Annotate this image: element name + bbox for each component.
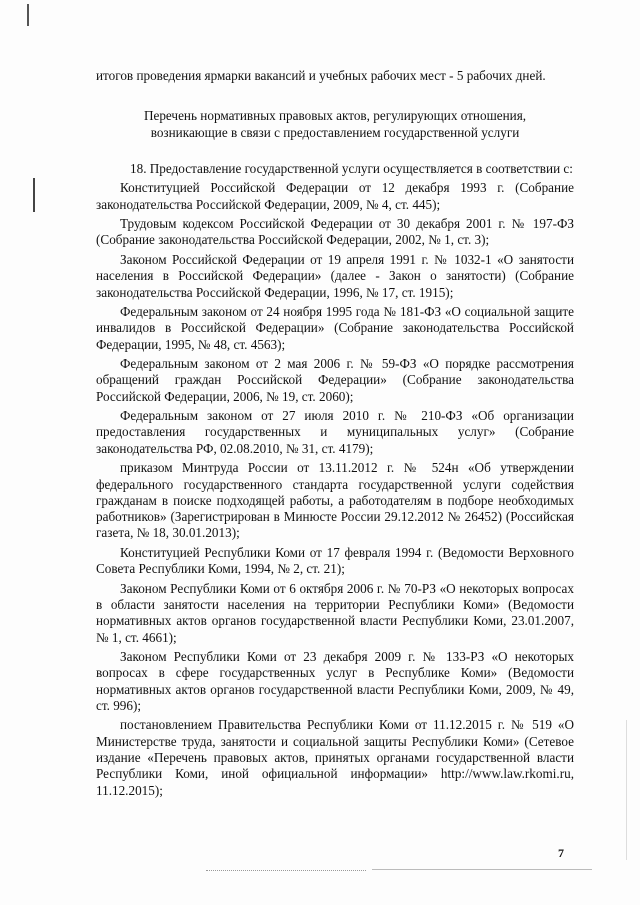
act-entry: Федеральным законом от 24 ноября 1995 года № 181-ФЗ «О социальной защите инвалидов в Российской Федерации» (Собрание законодательства Российской Федерации, 1995, № 48, ст. 4563); — [96, 304, 574, 352]
act-entry: Конституцией Республики Коми от 17 февраля 1994 г. (Ведомости Верховного Совета Республики Коми, 1994, № 2, ст. 21); — [96, 544, 574, 577]
footer-divider — [372, 869, 592, 870]
scan-artifact-mark — [27, 4, 29, 26]
act-entry: Конституцией Российской Федерации от 12 декабря 1993 г. (Собрание законодательства Российской Федерации, 2009, № 4, ст. 445); — [96, 180, 574, 212]
act-entry: Трудовым кодексом Российской Федерации от 30 декабря 2001 г. № 197-ФЗ (Собрание законодательства Российской Федерации, 2002, № 1, ст. 3); — [96, 216, 574, 248]
act-entry: Законом Республики Коми от 6 октября 2006 г. № 70-РЗ «О некоторых вопросах в области занятости населения на территории Республики Коми» (Ведомости нормативных актов органов государственной власти Республики Коми, 23.01.2007, № 1, ст. 4661); — [96, 580, 574, 645]
act-entry: постановлением Правительства Республики Коми от 11.12.2015 г. № 519 «О Министерстве труда, занятости и социальной защиты Республики Коми» (Сетевое издание «Перечень правовых актов, принятых органами государственной власти Республики Коми, иной официальной информации» http://www.law.rkomi.ru, 11.12.2015); — [96, 717, 574, 798]
footer-divider — [206, 870, 366, 873]
item-18-paragraph: 18. Предоставление государственной услуги осуществляется в соответствии с: — [130, 160, 573, 176]
section-heading — [96, 108, 574, 141]
scan-edge-line — [626, 720, 627, 860]
continuation-paragraph: итогов проведения ярмарки вакансий и учебных рабочих мест - 5 рабочих дней. — [96, 68, 546, 83]
page-number: 7 — [558, 846, 564, 860]
act-entry: Законом Российской Федерации от 19 апреля 1991 г. № 1032-1 «О занятости населения в Российской Федерации» (далее - Закон о занятости) (Собрание законодательства Российской Федерации, 1996, № 17, ст. 1915); — [96, 251, 574, 300]
act-entry: Федеральным законом от 27 июля 2010 г. № 210-ФЗ «Об организации предоставления государственных и муниципальных услуг» (Собрание законодательства РФ, 02.08.2010, № 31, ст. 4179); — [96, 408, 574, 456]
act-entry: Федеральным законом от 2 мая 2006 г. № 59-ФЗ «О порядке рассмотрения обращений граждан Российской Федерации» (Собрание законодательства Российской Федерации, 2006, № 19, ст. 2060); — [96, 356, 574, 404]
act-entry: Законом Республики Коми от 23 декабря 2009 г. № 133-РЗ «О некоторых вопросах в сфере государственных услуг в Республике Коми» (Ведомости нормативных актов органов государственной власти Республики Коми, 2009, № 49, ст. 996); — [96, 649, 574, 713]
scan-artifact-mark — [33, 178, 35, 212]
section-heading-line: Перечень нормативных правовых актов, регулирующих отношения, — [143, 108, 527, 124]
document-body — [96, 68, 574, 802]
section-heading-line: возникающие в связи с предоставлением государственной услуги — [150, 124, 520, 140]
act-entry: приказом Минтруда России от 13.11.2012 г. № 524н «Об утверждении федерального государственного стандарта государственной услуги содействия гражданам в поиске подходящей работы, а работодателям в подборе необходимых работников» (Зарегистрирован в Минюсте России 29.12.2012 № 26452) (Российская газета, № 18, 30.01.2013); — [96, 460, 574, 541]
